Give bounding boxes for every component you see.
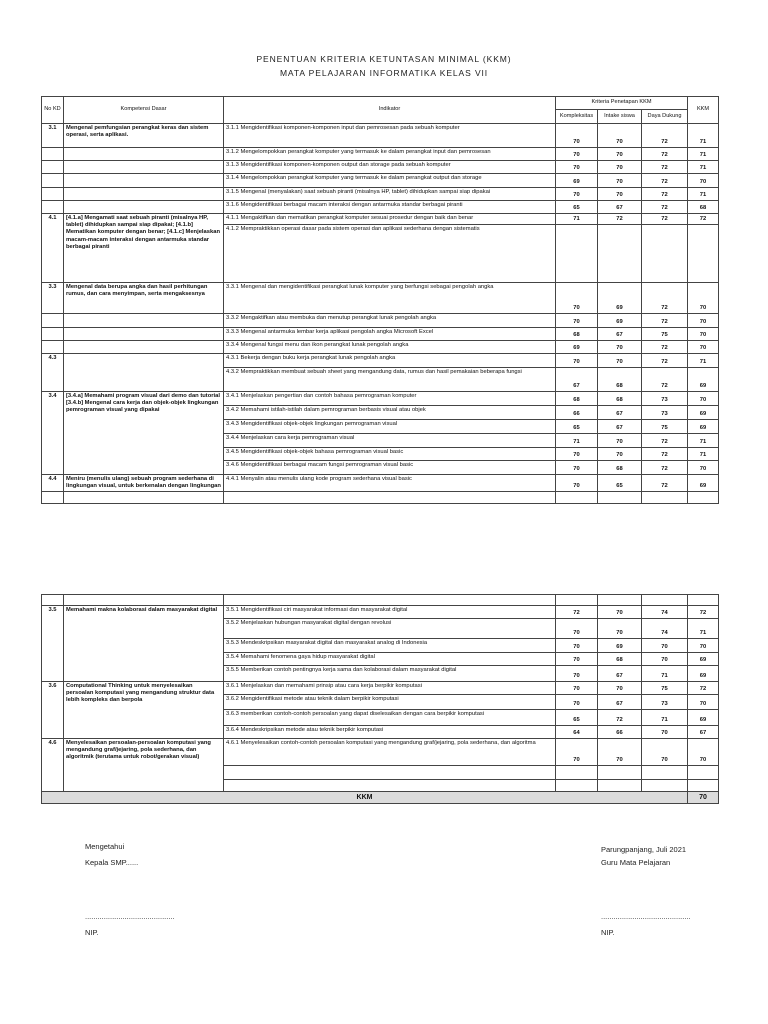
kd-description-cell — [64, 161, 224, 174]
kompleksitas-cell: 70 — [556, 283, 598, 314]
kd-description-cell — [64, 314, 224, 328]
kkm-cell: 71 — [688, 448, 719, 461]
indikator-cell: 3.3.4 Mengenal fungsi menu dan ikon perangkat lunak pengolah angka — [224, 341, 556, 354]
intake-cell: 70 — [598, 188, 642, 201]
kd-number-cell: 4.4 — [42, 475, 64, 492]
kd-number-cell: 3.4 — [42, 392, 64, 475]
kd-number-cell: 4.1 — [42, 214, 64, 283]
kd-number-cell — [42, 174, 64, 188]
kompleksitas-cell: 70 — [556, 739, 598, 766]
signature-left-heading: Mengetahui — [85, 842, 125, 851]
kd-description-cell: [4.1.a] Mengamati saat sebuah piranti (misalnya HP, tablet) dihidupkan sampai siap dipakai; [4.1.b] Mematikan komputer dengan benar; [4.1.c] Menjelaskan macam-macam interaksi dengan antarmuka standar berbagai piranti — [64, 214, 224, 283]
daya-dukung-cell — [642, 492, 688, 504]
indikator-cell: 3.4.2 Memahami istilah-istilah dalam pemrograman berbasis visual atau objek — [224, 406, 556, 420]
kd-description-cell — [64, 595, 224, 606]
kd-number-cell — [42, 341, 64, 354]
signature-right-title: Guru Mata Pelajaran — [601, 858, 671, 867]
kkm-cell: 67 — [688, 726, 719, 739]
signature-left-line: ........................................... — [85, 912, 175, 921]
indikator-cell: 3.4.1 Menjelaskan pengertian dan contoh bahasa pemrograman komputer — [224, 392, 556, 406]
kompleksitas-cell: 71 — [556, 214, 598, 225]
daya-dukung-cell — [642, 595, 688, 606]
daya-dukung-cell: 71 — [642, 666, 688, 682]
kkm-cell: 70 — [688, 283, 719, 314]
daya-dukung-cell: 72 — [642, 448, 688, 461]
kompleksitas-cell: 68 — [556, 392, 598, 406]
kkm-cell: 70 — [688, 739, 719, 766]
kd-number-cell: 4.6 — [42, 739, 64, 792]
header-daya-dukung: Daya Dukung — [642, 110, 688, 124]
daya-dukung-cell: 70 — [642, 739, 688, 766]
daya-dukung-cell — [642, 780, 688, 792]
signature-left-title: Kepala SMP...... — [85, 858, 139, 867]
daya-dukung-cell: 75 — [642, 328, 688, 341]
kkm-table-continued — [41, 594, 719, 804]
kd-number-cell — [42, 595, 64, 606]
intake-cell — [598, 225, 642, 283]
kd-number-cell — [42, 148, 64, 161]
kkm-cell — [688, 766, 719, 780]
indikator-cell: 3.1.6 Mengidentifikasi berbagai macam interaksi dengan antarmuka standar berbagai piranti — [224, 201, 556, 214]
kd-number-cell — [42, 328, 64, 341]
kkm-cell: 70 — [688, 695, 719, 710]
daya-dukung-cell: 72 — [642, 341, 688, 354]
kompleksitas-cell — [556, 766, 598, 780]
indikator-cell: 3.1.5 Mengenal (menyalakan) saat sebuah piranti (misalnya HP, tablet) dihidupkan sampai siap dipakai — [224, 188, 556, 201]
indikator-cell: 3.6.3 memberikan contoh-contoh persoalan yang dapat diselesaikan dengan cara berpikir komputasi — [224, 710, 556, 726]
intake-cell: 70 — [598, 434, 642, 448]
document-subtitle: MATA PELAJARAN INFORMATIKA KELAS VII — [279, 68, 489, 78]
kd-description-cell — [64, 188, 224, 201]
intake-cell: 65 — [598, 475, 642, 492]
daya-dukung-cell: 72 — [642, 354, 688, 368]
kompleksitas-cell — [556, 492, 598, 504]
table-row — [42, 341, 719, 354]
daya-dukung-cell: 74 — [642, 606, 688, 619]
document-title: PENENTUAN KRITERIA KETUNTASAN MINIMAL (KKM) — [256, 54, 512, 64]
kompleksitas-cell — [556, 225, 598, 283]
table-row — [42, 354, 719, 368]
indikator-cell: 3.6.1 Menjelaskan dan memahami prinsip atau cara kerja berpikir komputasi — [224, 682, 556, 695]
kompleksitas-cell: 70 — [556, 148, 598, 161]
kompleksitas-cell: 70 — [556, 619, 598, 639]
table-row — [42, 606, 719, 619]
indikator-cell: 3.3.1 Mengenal dan mengidentifikasi perangkat lunak komputer yang berfungsi sebagai pengolah angka — [224, 283, 556, 314]
kd-number-cell: 3.3 — [42, 283, 64, 314]
indikator-cell: 3.4.4 Menjelaskan cara kerja pemrograman visual — [224, 434, 556, 448]
indikator-cell: 3.5.2 Menjelaskan hubungan masyarakat digital dengan revolusi — [224, 619, 556, 639]
kompleksitas-cell: 65 — [556, 201, 598, 214]
indikator-cell: 3.4.5 Mengidentifikasi objek-objek bahasa pemrograman visual basic — [224, 448, 556, 461]
table-row — [42, 475, 719, 492]
daya-dukung-cell: 72 — [642, 475, 688, 492]
daya-dukung-cell: 72 — [642, 124, 688, 148]
kkm-cell: 72 — [688, 682, 719, 695]
indikator-cell — [224, 492, 556, 504]
kompleksitas-cell: 65 — [556, 420, 598, 434]
kkm-cell: 70 — [688, 639, 719, 653]
intake-cell — [598, 492, 642, 504]
kkm-cell — [688, 780, 719, 792]
kkm-cell: 69 — [688, 666, 719, 682]
indikator-cell: 3.1.2 Mengelompokkan perangkat komputer yang termasuk ke dalam perangkat input dan pemrosesan — [224, 148, 556, 161]
intake-cell: 70 — [598, 448, 642, 461]
kd-description-cell — [64, 341, 224, 354]
intake-cell: 68 — [598, 368, 642, 392]
signature-left-nip: NIP. — [85, 928, 99, 937]
daya-dukung-cell: 72 — [642, 368, 688, 392]
kkm-cell: 71 — [688, 354, 719, 368]
daya-dukung-cell: 72 — [642, 201, 688, 214]
kkm-cell: 70 — [688, 392, 719, 406]
daya-dukung-cell: 72 — [642, 434, 688, 448]
kompleksitas-cell: 69 — [556, 174, 598, 188]
kd-number-cell — [42, 201, 64, 214]
indikator-cell: 3.1.3 Mengidentifikasi komponen-komponen output dan storage pada sebuah komputer — [224, 161, 556, 174]
daya-dukung-cell — [642, 766, 688, 780]
kd-description-cell — [64, 174, 224, 188]
table-row — [42, 124, 719, 148]
kkm-cell: 68 — [688, 201, 719, 214]
kd-number-cell: 4.3 — [42, 354, 64, 392]
signature-right-nip: NIP. — [601, 928, 615, 937]
total-kkm-value: 70 — [688, 792, 719, 804]
intake-cell: 67 — [598, 695, 642, 710]
daya-dukung-cell: 72 — [642, 461, 688, 475]
header-indikator: Indikator — [224, 97, 556, 124]
kompleksitas-cell: 70 — [556, 124, 598, 148]
kd-description-cell: Mengenal pemfungsian perangkat keras dan sistem operasi, serta aplikasi. — [64, 124, 224, 148]
table-row — [42, 201, 719, 214]
table-row — [42, 161, 719, 174]
indikator-cell: 3.6.4 Mendeskripsikan metode atau teknik berpikir komputasi — [224, 726, 556, 739]
kompleksitas-cell: 70 — [556, 161, 598, 174]
indikator-cell — [224, 780, 556, 792]
daya-dukung-cell: 72 — [642, 161, 688, 174]
kd-description-cell — [64, 354, 224, 392]
daya-dukung-cell: 75 — [642, 420, 688, 434]
intake-cell: 72 — [598, 214, 642, 225]
table-row — [42, 682, 719, 695]
kompleksitas-cell: 65 — [556, 710, 598, 726]
table-row — [42, 595, 719, 606]
table-row — [42, 188, 719, 201]
table-row — [42, 314, 719, 328]
indikator-cell: 3.4.6 Mengidentifikasi berbagai macam fungsi pemrograman visual basic — [224, 461, 556, 475]
kkm-cell: 71 — [688, 188, 719, 201]
indikator-cell: 3.5.1 Mengidentifikasi ciri masyarakat informasi dan masyarakat digital — [224, 606, 556, 619]
kompleksitas-cell: 70 — [556, 188, 598, 201]
kkm-cell: 72 — [688, 214, 719, 225]
daya-dukung-cell: 74 — [642, 619, 688, 639]
indikator-cell: 4.3.1 Bekerja dengan buku kerja perangkat lunak pengolah angka — [224, 354, 556, 368]
table-row — [42, 739, 719, 766]
intake-cell: 69 — [598, 639, 642, 653]
daya-dukung-cell: 70 — [642, 653, 688, 666]
intake-cell: 68 — [598, 392, 642, 406]
intake-cell: 70 — [598, 739, 642, 766]
intake-cell: 70 — [598, 682, 642, 695]
kd-number-cell: 3.1 — [42, 124, 64, 148]
kkm-cell: 72 — [688, 606, 719, 619]
intake-cell: 70 — [598, 124, 642, 148]
kompleksitas-cell: 70 — [556, 461, 598, 475]
kd-description-cell — [64, 328, 224, 341]
daya-dukung-cell: 72 — [642, 188, 688, 201]
header-intake: Intake siswa — [598, 110, 642, 124]
intake-cell: 72 — [598, 710, 642, 726]
kompleksitas-cell: 70 — [556, 682, 598, 695]
kd-description-cell — [64, 201, 224, 214]
intake-cell: 67 — [598, 201, 642, 214]
kd-description-cell: Computational Thinking untuk menyelesaikan persoalan komputasi yang mengandung struktur data lebih kompleks dan berpola — [64, 682, 224, 739]
indikator-cell: 3.3.2 Mengaktifkan atau membuka dan menutup perangkat lunak pengolah angka — [224, 314, 556, 328]
intake-cell: 66 — [598, 726, 642, 739]
indikator-cell: 3.5.5 Memberikan contoh pentingnya kerja sama dan kolaborasi dalam masyarakat digital — [224, 666, 556, 682]
kkm-cell: 70 — [688, 174, 719, 188]
intake-cell — [598, 780, 642, 792]
kkm-cell: 70 — [688, 328, 719, 341]
indikator-cell — [224, 595, 556, 606]
kompleksitas-cell — [556, 780, 598, 792]
daya-dukung-cell: 73 — [642, 695, 688, 710]
indikator-cell: 3.5.4 Memahami fenomena gaya hidup masyarakat digital — [224, 653, 556, 666]
table-row — [42, 283, 719, 314]
kkm-cell: 69 — [688, 420, 719, 434]
kkm-cell: 69 — [688, 475, 719, 492]
indikator-cell: 3.4.3 Mengidentifikasi objek-objek lingkungan pemrograman visual — [224, 420, 556, 434]
kd-description-cell — [64, 148, 224, 161]
kd-description-cell: Mengenal data berupa angka dan hasil perhitungan rumus, dan cara menyimpan, serta mengaksesnya — [64, 283, 224, 314]
kompleksitas-cell: 70 — [556, 314, 598, 328]
table-row — [42, 174, 719, 188]
daya-dukung-cell: 73 — [642, 392, 688, 406]
table-row — [42, 214, 719, 225]
kkm-cell — [688, 492, 719, 504]
table-row — [42, 148, 719, 161]
intake-cell: 70 — [598, 161, 642, 174]
kd-number-cell — [42, 314, 64, 328]
kkm-cell — [688, 225, 719, 283]
kompleksitas-cell: 70 — [556, 354, 598, 368]
intake-cell: 67 — [598, 328, 642, 341]
kd-number-cell: 3.6 — [42, 682, 64, 739]
kkm-cell: 70 — [688, 341, 719, 354]
indikator-cell: 3.3.3 Mengenal antarmuka lembar kerja aplikasi pengolah angka Microsoft Excel — [224, 328, 556, 341]
kkm-cell: 71 — [688, 148, 719, 161]
kkm-cell — [688, 595, 719, 606]
kkm-cell: 71 — [688, 161, 719, 174]
kkm-cell: 71 — [688, 124, 719, 148]
table-row — [42, 328, 719, 341]
kkm-cell: 69 — [688, 368, 719, 392]
kompleksitas-cell: 69 — [556, 341, 598, 354]
kompleksitas-cell: 70 — [556, 695, 598, 710]
kompleksitas-cell: 72 — [556, 606, 598, 619]
intake-cell: 69 — [598, 314, 642, 328]
kompleksitas-cell: 70 — [556, 639, 598, 653]
kkm-cell: 69 — [688, 653, 719, 666]
indikator-cell: 3.1.4 Mengelompokkan perangkat komputer yang termasuk ke dalam perangkat output dan storage — [224, 174, 556, 188]
total-kkm-label: KKM — [42, 792, 688, 804]
daya-dukung-cell: 73 — [642, 406, 688, 420]
header-kriteria: Kriteria Penetapan KKM — [556, 97, 688, 110]
indikator-cell: 3.6.2 Mengidentifikasi metode atau teknik dalam berpikir komputasi — [224, 695, 556, 710]
kkm-cell: 70 — [688, 314, 719, 328]
intake-cell — [598, 766, 642, 780]
kompleksitas-cell: 70 — [556, 448, 598, 461]
kkm-table — [41, 96, 719, 504]
kkm-cell: 70 — [688, 461, 719, 475]
daya-dukung-cell — [642, 225, 688, 283]
intake-cell: 67 — [598, 666, 642, 682]
kompleksitas-cell: 70 — [556, 666, 598, 682]
kompleksitas-cell: 67 — [556, 368, 598, 392]
table-row — [42, 492, 719, 504]
kompleksitas-cell — [556, 595, 598, 606]
daya-dukung-cell: 72 — [642, 214, 688, 225]
kompleksitas-cell: 68 — [556, 328, 598, 341]
intake-cell — [598, 595, 642, 606]
intake-cell: 68 — [598, 461, 642, 475]
kkm-cell: 69 — [688, 406, 719, 420]
intake-cell: 67 — [598, 406, 642, 420]
signature-right-line: ........................................... — [601, 912, 691, 921]
kd-number-cell — [42, 161, 64, 174]
daya-dukung-cell: 70 — [642, 639, 688, 653]
intake-cell: 70 — [598, 606, 642, 619]
indikator-cell: 4.6.1 Menyelesaikan contoh-contoh persoalan komputasi yang mengandung graf/jejaring, pola sederhana, dan algoritma — [224, 739, 556, 766]
kd-description-cell — [64, 492, 224, 504]
kompleksitas-cell: 71 — [556, 434, 598, 448]
intake-cell: 69 — [598, 283, 642, 314]
indikator-cell — [224, 766, 556, 780]
indikator-cell: 4.1.2 Mempraktikkan operasi dasar pada sistem operasi dan aplikasi sederhana dengan sistematis — [224, 225, 556, 283]
intake-cell: 70 — [598, 174, 642, 188]
header-no-kd: No KD — [42, 97, 64, 124]
daya-dukung-cell: 72 — [642, 314, 688, 328]
indikator-cell: 4.4.1 Menyalin atau menulis ulang kode program sederhana visual basic — [224, 475, 556, 492]
intake-cell: 68 — [598, 653, 642, 666]
header-kkm: KKM — [688, 97, 719, 124]
daya-dukung-cell: 75 — [642, 682, 688, 695]
daya-dukung-cell: 71 — [642, 710, 688, 726]
intake-cell: 67 — [598, 420, 642, 434]
kd-number-cell: 3.5 — [42, 606, 64, 682]
kompleksitas-cell: 66 — [556, 406, 598, 420]
indikator-cell: 3.5.3 Mendeskripsikan masyarakat digital dan masyarakat analog di Indonesia — [224, 639, 556, 653]
indikator-cell: 4.3.2 Mempraktikkan membuat sebuah sheet yang mengandung data, rumus dan hasil pemakaian beberapa fungsi — [224, 368, 556, 392]
header-kompetensi-dasar: Kompetensi Dasar — [64, 97, 224, 124]
daya-dukung-cell: 72 — [642, 148, 688, 161]
kkm-cell: 71 — [688, 434, 719, 448]
kd-number-cell — [42, 492, 64, 504]
kd-description-cell: Memahami makna kolaborasi dalam masyarakat digital — [64, 606, 224, 682]
intake-cell: 70 — [598, 354, 642, 368]
signature-place-date: Parungpanjang, Juli 2021 — [601, 845, 687, 854]
kd-description-cell: [3.4.a] Memahami program visual dari demo dan tutorial [3.4.b] Mengenal cara kerja dan objek-objek lingkungan pemrograman visual yang dipakai — [64, 392, 224, 475]
kompleksitas-cell: 64 — [556, 726, 598, 739]
indikator-cell: 3.1.1 Mengidentifikasi komponen-komponen input dan pemrosesan pada sebuah komputer — [224, 124, 556, 148]
kompleksitas-cell: 70 — [556, 475, 598, 492]
kkm-cell: 69 — [688, 710, 719, 726]
kd-description-cell: Menyelesaikan persoalan-persoalan komputasi yang mengandung graf/jejaring, pola sederhana, dan algoritmik (terutama untuk robot/gerakan visual) — [64, 739, 224, 792]
daya-dukung-cell: 72 — [642, 283, 688, 314]
kkm-cell: 71 — [688, 619, 719, 639]
indikator-cell: 4.1.1 Mengaktifkan dan mematikan perangkat komputer sesuai prosedur dengan baik dan benar — [224, 214, 556, 225]
daya-dukung-cell: 72 — [642, 174, 688, 188]
kd-description-cell: Meniru (menulis ulang) sebuah program sederhana di lingkungan visual, untuk berkenalan dengan lingkungan — [64, 475, 224, 492]
kompleksitas-cell: 70 — [556, 653, 598, 666]
intake-cell: 70 — [598, 341, 642, 354]
header-kompleksitas: Kompleksitas — [556, 110, 598, 124]
table-row — [42, 392, 719, 406]
intake-cell: 70 — [598, 148, 642, 161]
daya-dukung-cell: 70 — [642, 726, 688, 739]
intake-cell: 70 — [598, 619, 642, 639]
kd-number-cell — [42, 188, 64, 201]
